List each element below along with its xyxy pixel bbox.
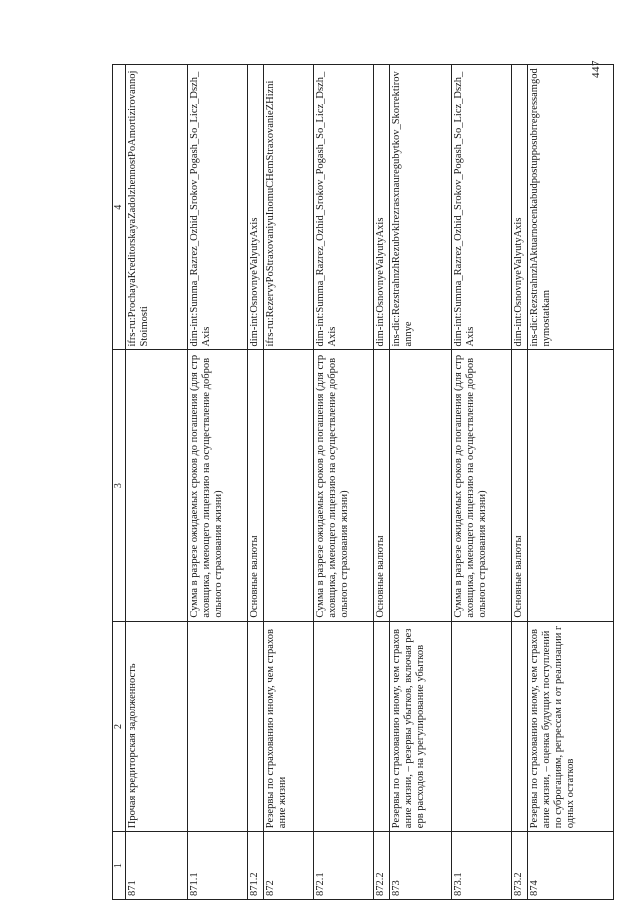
table-row [512,65,528,900]
row-name [188,621,248,832]
table-row [452,65,512,900]
row-identifier: dim-int:OsnovnyeValyutyAxis [512,65,528,350]
row-code: 872.2 [374,832,390,900]
row-code: 874 [528,832,614,900]
row-code: 871 [126,832,188,900]
table-row [248,65,264,900]
row-identifier: ifrs-ru:ProchayaKreditorskayaZadolzhennostPoAmortizirovannojStoimosti [126,65,188,350]
row-name: Резервы по страхованию иному, чем страхование жизни, – резервы убытков, включая резерв расходов на урегулирование убытков [390,621,452,832]
row-identifier: dim-int:Summa_Razrez_Ozhid_Srokov_Pogash_So_Licz_Dszh_Axis [452,65,512,350]
row-identifier: dim-int:Summa_Razrez_Ozhid_Srokov_Pogash_So_Licz_Dszh_Axis [188,65,248,350]
column-header-1: 1 [113,832,126,900]
table-row [126,65,188,900]
row-description: Основные валюты [374,350,390,621]
page-number: 447 [590,60,602,78]
table-body [126,65,614,900]
table-row [528,65,614,900]
row-name [248,621,264,832]
row-description: Сумма в разрезе ожидаемых сроков до погашения (для страховщика, имеющего лицензию на осуществление добровольного страхования жизни) [314,350,374,621]
table-row [264,65,314,900]
row-name: Резервы по страхованию иному, чем страхование жизни [264,621,314,832]
row-code: 871.2 [248,832,264,900]
row-identifier: ins-dic:RezstrahnzhAktuarnocenkabudpostupposubrregressamgodnymostatkam [528,65,614,350]
row-description: Основные валюты [512,350,528,621]
row-identifier: dim-int:OsnovnyeValyutyAxis [248,65,264,350]
row-identifier: dim-int:Summa_Razrez_Ozhid_Srokov_Pogash_So_Licz_Dszh_Axis [314,65,374,350]
row-code: 873.2 [512,832,528,900]
row-name [452,621,512,832]
table-row [188,65,248,900]
row-code: 871.1 [188,832,248,900]
row-description [264,350,314,621]
row-name: Резервы по страхованию иному, чем страхование жизни, – оценка будущих поступлений по суброгациям, регрессам и от реализации годных остатков [528,621,614,832]
table-row [314,65,374,900]
row-code: 873.1 [452,832,512,900]
row-identifier: ifrs-ru:RezervyPoStraxovaniyuInomuCHemStraxovanieZHizni [264,65,314,350]
row-identifier: ins-dic:RezstrahnzhRezubvklrezrasxnauregubytkov_Skorrektirovannye [390,65,452,350]
row-name [314,621,374,832]
row-name [374,621,390,832]
row-description [528,350,614,621]
data-table [112,64,614,900]
row-identifier: dim-int:OsnovnyeValyutyAxis [374,65,390,350]
row-description: Сумма в разрезе ожидаемых сроков до погашения (для страховщика, имеющего лицензию на осуществление добровольного страхования жизни) [452,350,512,621]
row-description: Сумма в разрезе ожидаемых сроков до погашения (для страховщика, имеющего лицензию на осуществление добровольного страхования жизни) [188,350,248,621]
table-row [390,65,452,900]
row-name: Прочая кредиторская задолженность [126,621,188,832]
row-description [390,350,452,621]
row-description: Основные валюты [248,350,264,621]
row-code: 872.1 [314,832,374,900]
row-description [126,350,188,621]
table-row [374,65,390,900]
column-header-2: 2 [113,621,126,832]
header-row [113,65,126,900]
column-header-3: 3 [113,350,126,621]
column-header-4: 4 [113,65,126,350]
row-name [512,621,528,832]
row-code: 873 [390,832,452,900]
row-code: 872 [264,832,314,900]
